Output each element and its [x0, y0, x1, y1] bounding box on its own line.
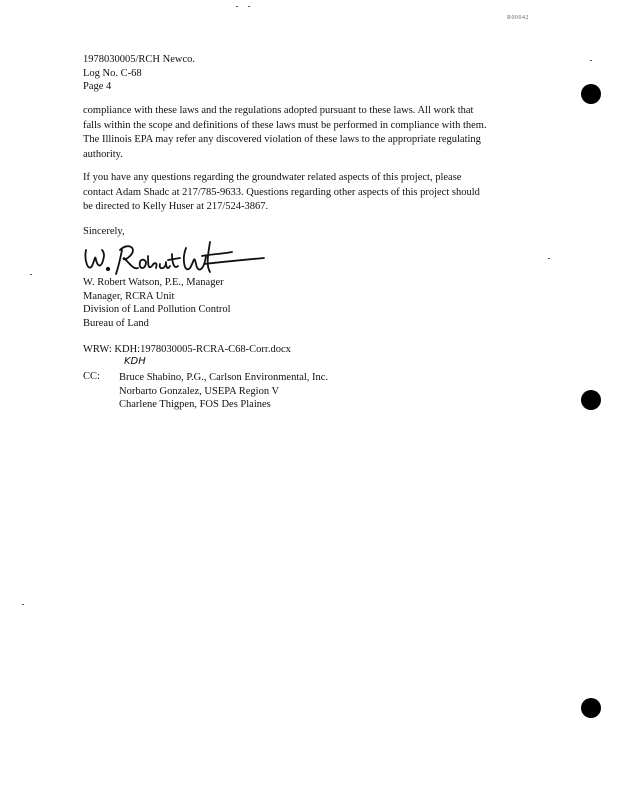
- closing-salutation: Sincerely,: [83, 226, 125, 237]
- signer-bureau: Bureau of Land: [83, 317, 149, 329]
- compliance-paragraph: [83, 104, 553, 162]
- paragraph-line: be directed to Kelly Huser at 217/524-3867.: [83, 201, 269, 212]
- scan-speck: [236, 6, 238, 7]
- scan-speck: [548, 258, 550, 259]
- cc-recipient: Bruce Shabino, P.G., Carlson Environmental, Inc.: [119, 372, 329, 383]
- paragraph-line: contact Adam Shadc at 217/785-9633. Questions regarding other aspects of this project should: [83, 186, 480, 198]
- paragraph-line: If you have any questions regarding the groundwater related aspects of this project, please: [83, 172, 462, 183]
- paragraph-line: authority.: [83, 148, 123, 160]
- signer-name: W. Robert Watson, P.E., Manager: [83, 277, 224, 288]
- signer-title: Manager, RCRA Unit: [83, 290, 175, 302]
- scan-speck: [590, 60, 592, 61]
- scan-speck: [30, 274, 32, 275]
- scan-speck: [22, 604, 24, 605]
- bates-stamp: R00042: [507, 15, 530, 21]
- paragraph-line: falls within the scope and definitions of these laws must be performed in compliance with them.: [83, 119, 487, 131]
- scan-speck: [248, 6, 250, 7]
- paragraph-line: compliance with these laws and the regulations adopted pursuant to these laws. All work that: [83, 105, 474, 116]
- cc-label: CC:: [83, 371, 100, 382]
- reference-line: WRW: KDH:1978030005-RCRA-C68-Corr.docx: [83, 344, 291, 355]
- punch-hole: [581, 698, 601, 718]
- handwritten-initials: KDH: [124, 356, 146, 367]
- paragraph-line: The Illinois EPA may refer any discovered violation of these laws to the appropriate regulating: [83, 134, 481, 145]
- cc-recipient: Norbarto Gonzalez, USEPA Region V: [119, 385, 280, 397]
- cc-list: [119, 371, 328, 412]
- letter-header: [83, 53, 195, 94]
- contact-paragraph: [83, 171, 553, 215]
- punch-hole: [581, 390, 601, 410]
- header-page-number: Page 4: [83, 81, 112, 92]
- cc-recipient: Charlene Thigpen, FOS Des Plaines: [119, 399, 271, 410]
- punch-hole: [581, 84, 601, 104]
- header-id: 1978030005/RCH Newco.: [83, 54, 195, 65]
- handwritten-signature: [82, 236, 267, 278]
- signature-block: [83, 276, 231, 330]
- header-log-number: Log No. C-68: [83, 67, 142, 79]
- signer-division: Division of Land Pollution Control: [83, 304, 231, 315]
